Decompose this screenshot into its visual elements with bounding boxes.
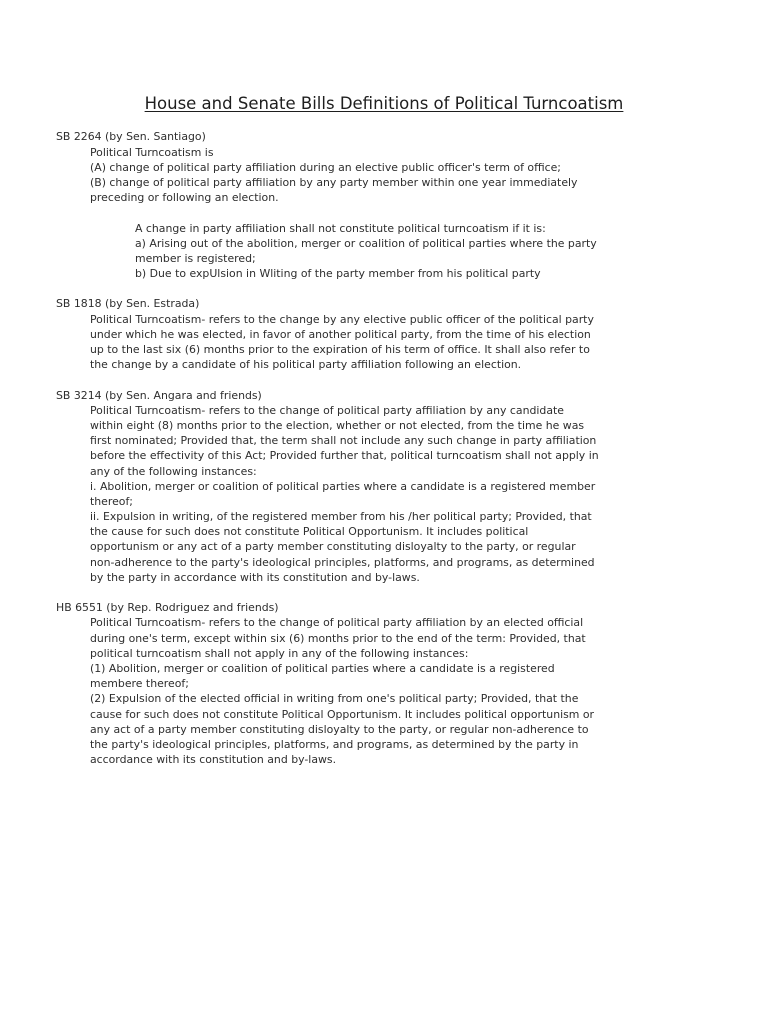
bill-section — [56, 129, 756, 281]
bill-section — [56, 388, 756, 585]
document-title: House and Senate Bills Definitions of Political Turncoatism — [144, 94, 624, 113]
definition-line: any act of a party member constituting disloyalty to the party, or regular non-adherence to — [90, 722, 589, 736]
bill-definition — [90, 403, 756, 585]
definition-line: accordance with its constitution and by-laws. — [90, 753, 337, 767]
definition-line: any of the following instances: — [90, 464, 257, 478]
exception-line: member is registered; — [135, 251, 256, 265]
definition-line: preceding or following an election. — [90, 191, 279, 205]
bill-definition — [90, 145, 756, 206]
bill-definition — [90, 615, 756, 767]
definition-line: political turncoatism shall not apply in any of the following instances: — [90, 646, 469, 660]
bill-heading: HB 6551 (by Rep. Rodriguez and friends) — [56, 601, 279, 615]
bill-definition — [90, 312, 756, 373]
definition-line: Political Turncoatism- refers to the change of political party affiliation by any candidate — [90, 403, 564, 417]
definition-line: (A) change of political party affiliation during an elective public officer's term of office; — [90, 160, 561, 174]
definition-line: up to the last six (6) months prior to the expiration of his term of office. It shall also refer to — [90, 343, 590, 357]
definition-line: Political Turncoatism- refers to the change of political party affiliation by an elected official — [90, 616, 584, 630]
definition-line: (2) Expulsion of the elected official in writing from one's political party; Provided, that the — [90, 692, 579, 706]
definition-line: first nominated; Provided that, the term shall not include any such change in party affiliation — [90, 434, 597, 448]
definition-line: by the party in accordance with its constitution and by-laws. — [90, 570, 420, 584]
bill-heading: SB 3214 (by Sen. Angara and friends) — [56, 388, 262, 402]
definition-line: the cause for such does not constitute Political Opportunism. It includes political — [90, 525, 529, 539]
definition-line: under which he was elected, in favor of another political party, from the time of his election — [90, 327, 591, 341]
definition-line: ii. Expulsion in writing, of the registered member from his /her political party; Provided, that — [90, 510, 592, 524]
definition-line: Political Turncoatism is — [90, 145, 214, 159]
definition-line: Political Turncoatism- refers to the change by any elective public officer of the political party — [90, 312, 594, 326]
exception-line: b) Due to expUlsion in Wliting of the party member from his political party — [135, 267, 541, 281]
bill-heading: SB 2264 (by Sen. Santiago) — [56, 130, 206, 144]
definition-line: thereof; — [90, 494, 133, 508]
definition-line: opportunism or any act of a party member constituting disloyalty to the party, or regular — [90, 540, 576, 554]
bill-section — [56, 296, 756, 372]
definition-line: within eight (8) months prior to the election, whether or not elected, from the time he was — [90, 418, 585, 432]
definition-line: cause for such does not constitute Political Opportunism. It includes political opportunism or — [90, 707, 595, 721]
document-body — [56, 129, 756, 767]
definition-line: i. Abolition, merger or coalition of political parties where a candidate is a registered member — [90, 479, 596, 493]
exception-line: A change in party affiliation shall not constitute political turncoatism if it is: — [135, 221, 546, 235]
bill-section — [56, 600, 756, 767]
definition-line: the change by a candidate of his political party affiliation following an election. — [90, 358, 522, 372]
definition-line: membere thereof; — [90, 677, 189, 691]
definition-line: non-adherence to the party's ideological principles, platforms, and programs, as determined — [90, 555, 595, 569]
bill-exception-note — [135, 221, 756, 282]
definition-line: the party's ideological principles, platforms, and programs, as determined by the party in — [90, 737, 579, 751]
exception-line: a) Arising out of the abolition, merger or coalition of political parties where the party — [135, 236, 597, 250]
definition-line: during one's term, except within six (6) months prior to the end of the term: Provided, that — [90, 631, 586, 645]
bill-heading: SB 1818 (by Sen. Estrada) — [56, 297, 200, 311]
definition-line: before the effectivity of this Act; Provided further that, political turncoatism shall not apply in — [90, 449, 599, 463]
definition-line: (B) change of political party affiliation by any party member within one year immediately — [90, 175, 578, 189]
definition-line: (1) Abolition, merger or coalition of political parties where a candidate is a registered — [90, 661, 555, 675]
